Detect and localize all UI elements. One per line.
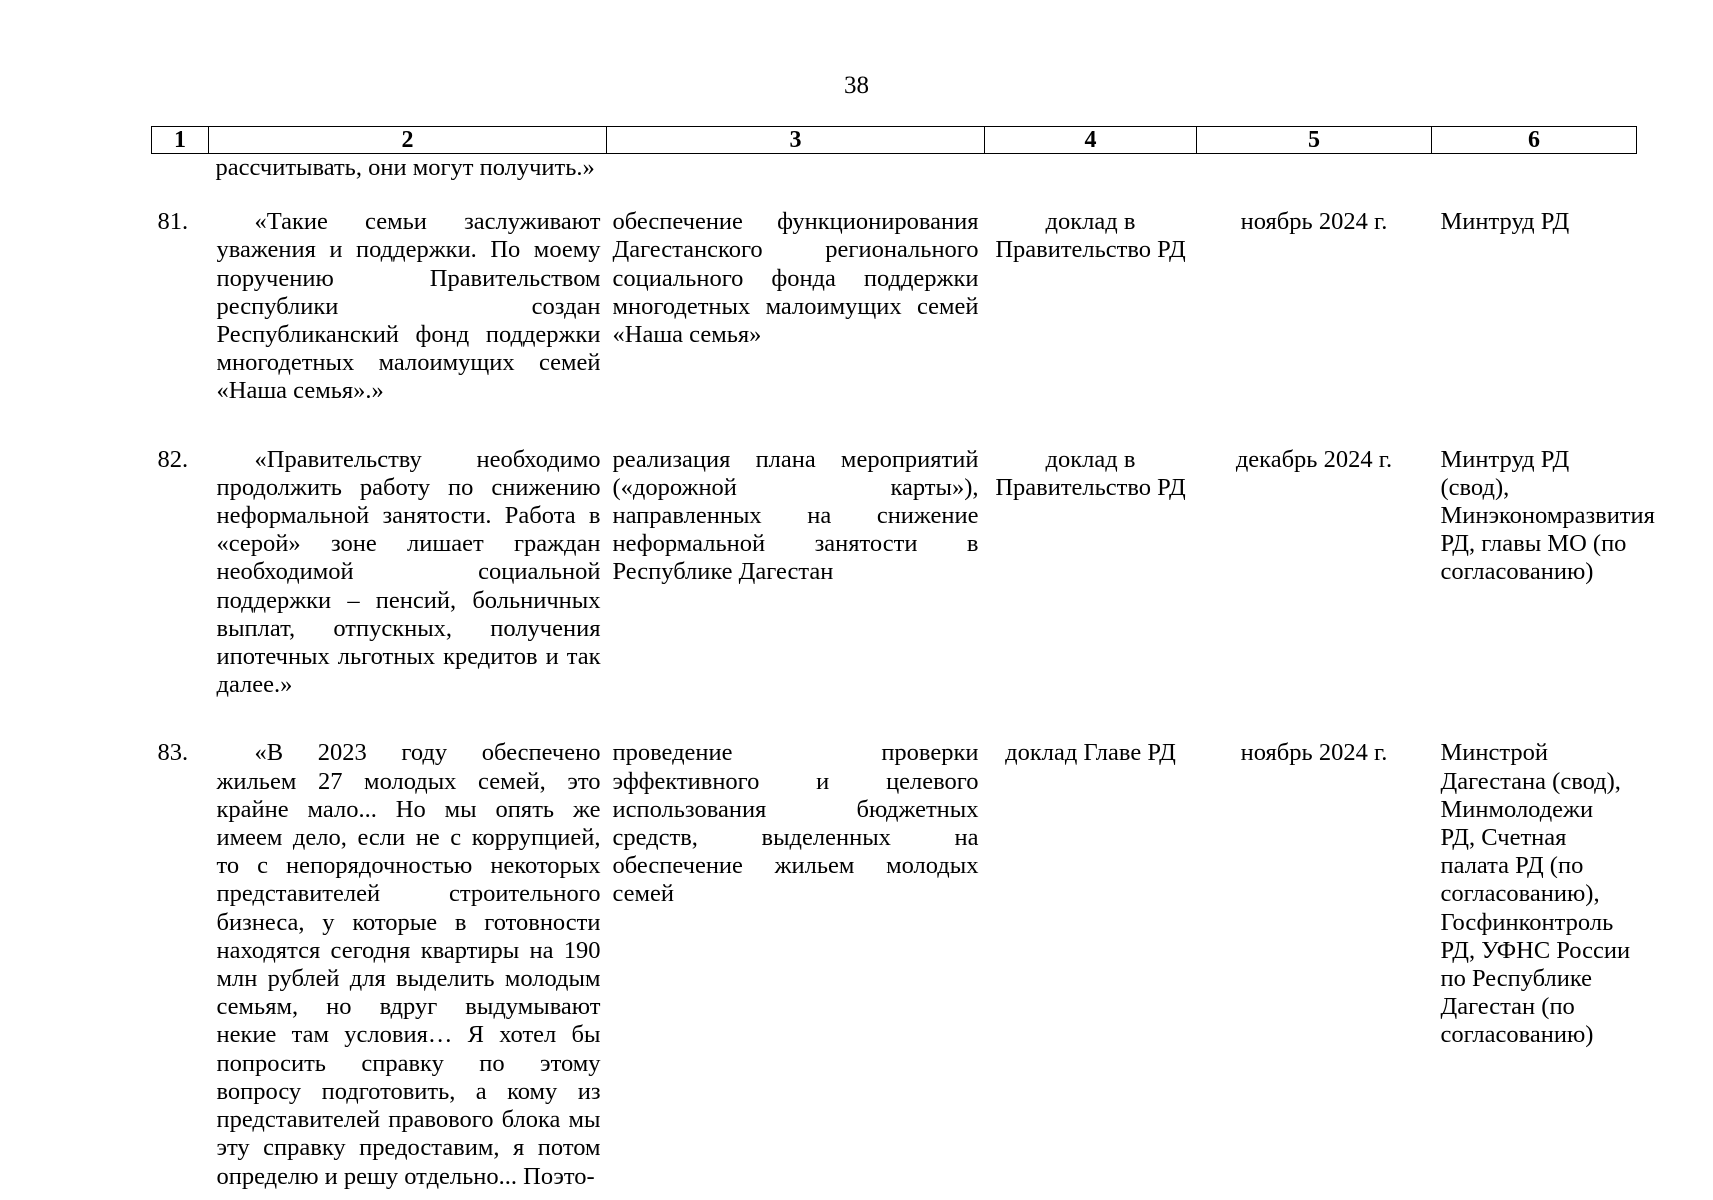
completion-form: доклад в Правительство РД — [995, 208, 1186, 264]
page-number: 38 — [844, 72, 869, 99]
header-col-6: 6 — [1432, 127, 1637, 154]
table-row — [152, 446, 1637, 700]
row-number: 83. — [157, 739, 189, 767]
header-col-1: 1 — [152, 127, 209, 154]
row-number: 82. — [157, 445, 189, 473]
quote-text: «Правительству необходимо продолжить работу по снижению неформальной занятости. Работа в «серой» зоне лишает граждан необходимой социальной поддержки – пенсий, больничных выплат, отпускных, получения ипотечных льготных кредитов и так далее.» — [216, 445, 601, 699]
measure-text: проведение проверки эффективного и целевого использования бюджетных средств, выделенных на обеспечение жильем молодых семей — [612, 739, 979, 908]
header-col-5: 5 — [1197, 127, 1432, 154]
deadline: ноябрь 2024 г. — [1240, 739, 1388, 767]
header-col-3: 3 — [607, 127, 985, 154]
responsible: Минтруд РД (свод), Минэкономразвития РД, главы МО (по согласованию) — [1440, 445, 1655, 586]
header-row — [152, 127, 1637, 154]
continuation-text: рассчитывать, они могут получить.» — [215, 154, 595, 181]
table-row — [152, 208, 1637, 405]
document-table — [151, 126, 1655, 1191]
responsible: Минстрой Дагестана (свод), Минмолодежи РД, Счетная палата РД (по согласованию), Госфинконтроль РД, УФНС России по Республике Дагестан (по согласованию) — [1440, 739, 1631, 1049]
row-number: 81. — [157, 208, 189, 236]
quote-text: «В 2023 году обеспечено жильем 27 молодых семей, это крайне мало... Но мы опять же имеем дело, если не с коррупцией, то с непорядочностью некоторых представителей строительного бизнеса, у которые в готовности находятся сегодня квартиры на 190 млн рублей для выделить молодым семьям, но вдруг выдумывают некие там условия… Я хотел бы попросить справку по этому вопросу подготовить, а кому из представителей правового блока мы эту справку предоставим, я потом определю и решу отдельно... Поэто- — [216, 739, 601, 1190]
completion-form: доклад в Правительство РД — [995, 445, 1186, 501]
measure-text: обеспечение функционирования Дагестанского регионального социального фонда поддержки многодетных малоимущих семей «Наша семья» — [612, 208, 979, 349]
quote-text: «Такие семьи заслуживают уважения и поддержки. По моему поручению Правительством республики создан Республиканский фонд поддержки многодетных малоимущих семей «Наша семья».» — [216, 208, 601, 405]
measure-text: реализация плана мероприятий («дорожной карты»), направленных на снижение неформальной занятости в Республике Дагестан — [612, 445, 979, 586]
deadline: декабрь 2024 г. — [1235, 445, 1393, 473]
completion-form: доклад Главе РД — [1005, 739, 1176, 767]
deadline: ноябрь 2024 г. — [1240, 208, 1388, 236]
header-col-4: 4 — [985, 127, 1197, 154]
responsible: Минтруд РД — [1440, 208, 1570, 236]
header-col-2: 2 — [209, 127, 607, 154]
table-row — [152, 739, 1637, 1190]
continuation-row — [152, 154, 1637, 183]
